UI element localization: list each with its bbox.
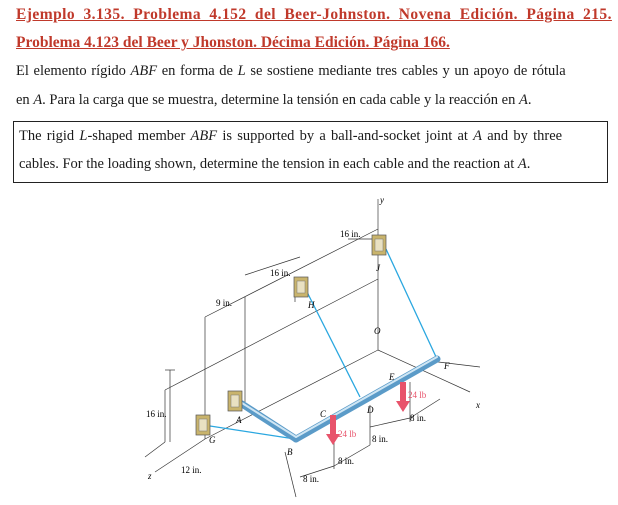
load-e-label: 24 lb	[408, 390, 427, 400]
bracket-h	[294, 277, 308, 297]
label-e: E	[389, 372, 395, 382]
label-h: H	[308, 300, 315, 310]
dim-12: 12 in.	[181, 465, 202, 475]
problem-figure	[0, 187, 618, 505]
x-axis-label: x	[476, 400, 480, 410]
example-subtitle: Problema 4.123 del Beer y Jhonston. Décima Edición. Página 166.	[16, 34, 450, 51]
dim-9: 9 in.	[216, 298, 233, 308]
label-d: D	[367, 405, 374, 415]
dim-16-vertical	[165, 370, 175, 442]
label-f: F	[444, 361, 450, 371]
dim-8-c: 8 in.	[372, 434, 389, 444]
label-b: B	[287, 447, 293, 457]
dim-8-d: 8 in.	[410, 413, 427, 423]
bracket-a	[228, 391, 242, 411]
cable-ej	[386, 249, 437, 359]
english-statement-box	[13, 121, 608, 183]
z-axis-label: z	[148, 471, 152, 481]
dim-16-left: 16 in.	[146, 409, 167, 419]
statement-en-line-2: cables. For the loading shown, determine the tension in each cable and the reaction at A.	[19, 156, 531, 172]
example-title: Ejemplo 3.135. Problema 4.152 del Beer-Johnston. Novena Edición. Página 215.	[16, 6, 612, 23]
statement-es-line-2: en A. Para la carga que se muestra, determine la tensión en cada cable y la reacción en A.	[16, 92, 532, 108]
statement-es-line-1: El elemento rígido ABF en forma de L se sostiene mediante tres cables y un apoyo de rótula	[16, 63, 566, 79]
dim-16-top: 16 in.	[340, 229, 361, 239]
label-j: J	[376, 263, 380, 273]
load-c-label: 24 lb	[338, 429, 357, 439]
label-g: G	[209, 435, 216, 445]
y-axis-label: y	[380, 195, 384, 205]
label-a: A	[236, 415, 242, 425]
label-c: C	[320, 409, 327, 419]
dim-8-a: 8 in.	[303, 474, 320, 484]
bracket-g	[196, 415, 210, 435]
bracket-j	[372, 235, 386, 255]
dim-16-mid: 16 in.	[270, 268, 291, 278]
dim-8-b: 8 in.	[338, 456, 355, 466]
statement-en-line-1: The rigid L-shaped member ABF is supported by a ball-and-socket joint at A and by three	[19, 128, 563, 144]
label-o: O	[374, 326, 381, 336]
